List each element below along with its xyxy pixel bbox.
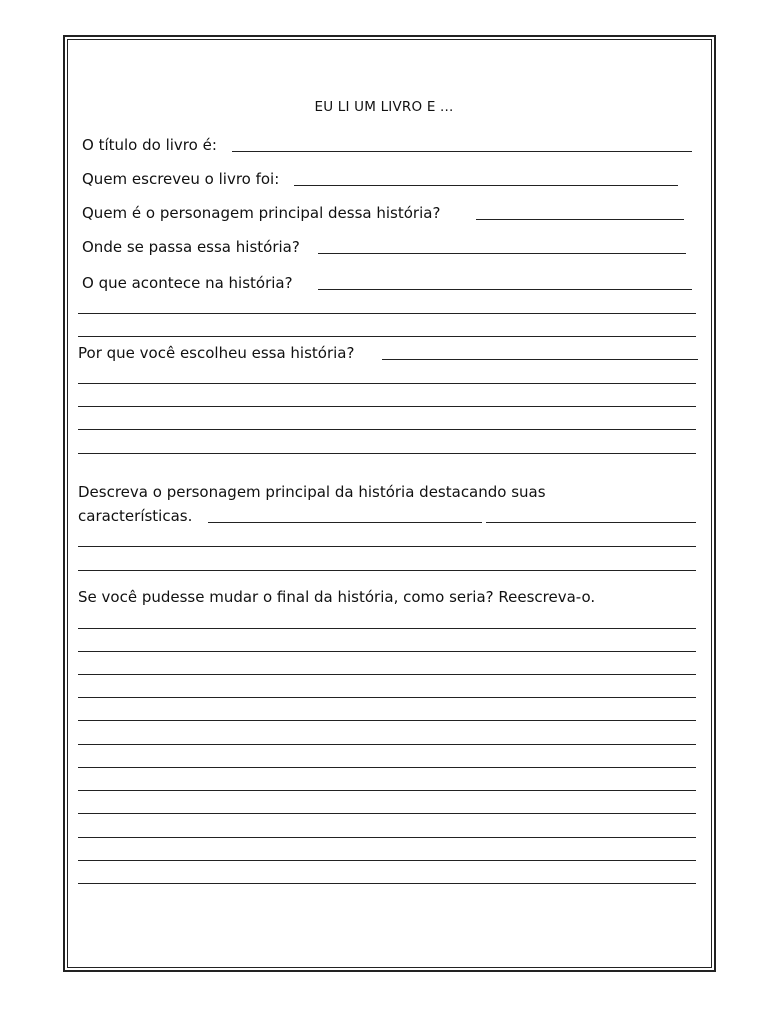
- answer-line-book-title[interactable]: [232, 151, 692, 152]
- answer-line-ending-5[interactable]: [78, 720, 696, 721]
- answer-line-ending-10[interactable]: [78, 837, 696, 838]
- answer-line-describe-character-b[interactable]: [486, 522, 696, 523]
- answer-line-why-chosen-4[interactable]: [78, 429, 696, 430]
- question-main-character: Quem é o personagem principal dessa história?: [82, 204, 441, 222]
- answer-line-ending-8[interactable]: [78, 790, 696, 791]
- answer-line-plot-2[interactable]: [78, 313, 696, 314]
- answer-line-describe-character-3[interactable]: [78, 570, 696, 571]
- answer-line-ending-12[interactable]: [78, 883, 696, 884]
- answer-line-why-chosen[interactable]: [382, 359, 698, 360]
- answer-line-why-chosen-5[interactable]: [78, 453, 696, 454]
- question-plot: O que acontece na história?: [82, 274, 293, 292]
- answer-line-why-chosen-3[interactable]: [78, 406, 696, 407]
- answer-line-ending-6[interactable]: [78, 744, 696, 745]
- answer-line-setting[interactable]: [318, 253, 686, 254]
- answer-line-main-character[interactable]: [476, 219, 684, 220]
- answer-line-ending-9[interactable]: [78, 813, 696, 814]
- question-change-ending: Se você pudesse mudar o final da história, como seria? Reescreva-o.: [78, 588, 596, 606]
- worksheet-title: EU LI UM LIVRO E ...: [314, 99, 454, 115]
- question-describe-character-line1: Descreva o personagem principal da história destacando suas: [78, 483, 546, 501]
- question-describe-character-line2: características.: [78, 507, 193, 525]
- answer-line-describe-character-a[interactable]: [208, 522, 482, 523]
- question-why-chosen: Por que você escolheu essa história?: [78, 344, 355, 362]
- answer-line-ending-2[interactable]: [78, 651, 696, 652]
- answer-line-author[interactable]: [294, 185, 678, 186]
- question-author: Quem escreveu o livro foi:: [82, 170, 280, 188]
- answer-line-describe-character-2[interactable]: [78, 546, 696, 547]
- answer-line-plot-3[interactable]: [78, 336, 696, 337]
- answer-line-ending-7[interactable]: [78, 767, 696, 768]
- answer-line-plot[interactable]: [318, 289, 692, 290]
- answer-line-why-chosen-2[interactable]: [78, 383, 696, 384]
- answer-line-ending-1[interactable]: [78, 628, 696, 629]
- answer-line-ending-11[interactable]: [78, 860, 696, 861]
- answer-line-ending-4[interactable]: [78, 697, 696, 698]
- question-book-title: O título do livro é:: [82, 136, 217, 154]
- question-setting: Onde se passa essa história?: [82, 238, 300, 256]
- answer-line-ending-3[interactable]: [78, 674, 696, 675]
